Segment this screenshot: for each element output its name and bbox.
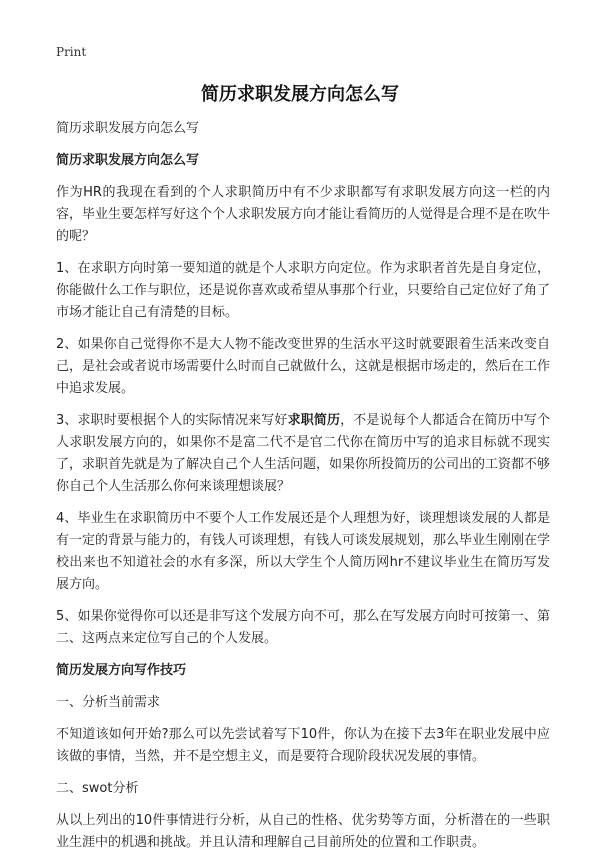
print-label: Print bbox=[56, 45, 87, 59]
tip-step-2-title: 二、swot分析 bbox=[56, 781, 139, 796]
point-4: 4、毕业生在求职简历中不要个人工作发展还是个人理想为好，谈理想谈发展的人都是有一定的背景与能力的，有钱人可谈理想，有钱人可谈发展规划，那么毕业生刚刚在学校出来也不知道社会的水有多深，所以大学生个人简历网hr不建议毕业生在简历写发展方向。 bbox=[56, 511, 551, 592]
article-subtitle: 简历求职发展方向怎么写 bbox=[56, 121, 200, 136]
document-title: 简历求职发展方向怎么写 bbox=[201, 84, 399, 105]
point-5: 5、如果你觉得你可以还是非写这个发展方向不可，那么在写发展方向时可按第一、第二、这两点来定位写自己的个人发展。 bbox=[56, 609, 550, 646]
point-1: 1、在求职方向时第一要知道的就是个人求职方向定位。作为求职者首先是自身定位，你能做什么工作与职位，还是说你喜欢或希望从事那个行业，只要给自己定位好了角了市场才能让自己有清楚的目标。 bbox=[56, 261, 551, 320]
tip-step-1-title: 一、分析当前需求 bbox=[56, 695, 161, 710]
point-3 bbox=[56, 410, 550, 498]
intro-paragraph: 作为HR的我现在看到的个人求职简历中有不少求职都写有求职发展方向这一栏的内容，毕业生要怎样写好这个个人求职发展方向才能让看简历的人觉得是合理不是在吹牛的呢？ bbox=[56, 185, 551, 244]
point-2: 2、如果你自己觉得你不是大人物不能改变世界的生活水平这时就要跟着生活来改变自己，是社会或者说市场需要什么时而自己就做什么，这就是根据市场走的，然后在工作中追求发展。 bbox=[56, 337, 551, 396]
point-3-lead: 3、求职时要根据个人的实际情况来写好 bbox=[56, 413, 288, 428]
point-3-rest: ，不是说每个人都适合在简历中写个人求职发展方向的，如果你不是富二代不是官二代你在简历中写的追求目标就不现实了，求职首先就是为了解决自己个人生活问题，如果你所投简历的公司出的工资都不够你自己个人生活那么你何来谈理想谈展？ bbox=[56, 413, 551, 494]
section-heading-tips: 简历发展方向写作技巧 bbox=[56, 663, 187, 678]
tip-step-1-text: 不知道该如何开始?那么可以先尝试着写下10件，你认为在接下去3年在职业发展中应该做的事情，当然，并不是空想主义，而是要符合现阶段状况发展的事情。 bbox=[56, 727, 550, 764]
article-body bbox=[56, 118, 550, 864]
point-3-bold-link-text: 求职简历 bbox=[287, 413, 341, 428]
tip-step-2-text: 从以上列出的10件事情进行分析，从自己的性格、优劣势等方面，分析潜在的一些职业生涯中的机遇和挑战。并且认清和理解自己目前所处的位置和工作职责。 bbox=[56, 813, 550, 850]
section-heading-intro: 简历求职发展方向怎么写 bbox=[56, 153, 200, 168]
